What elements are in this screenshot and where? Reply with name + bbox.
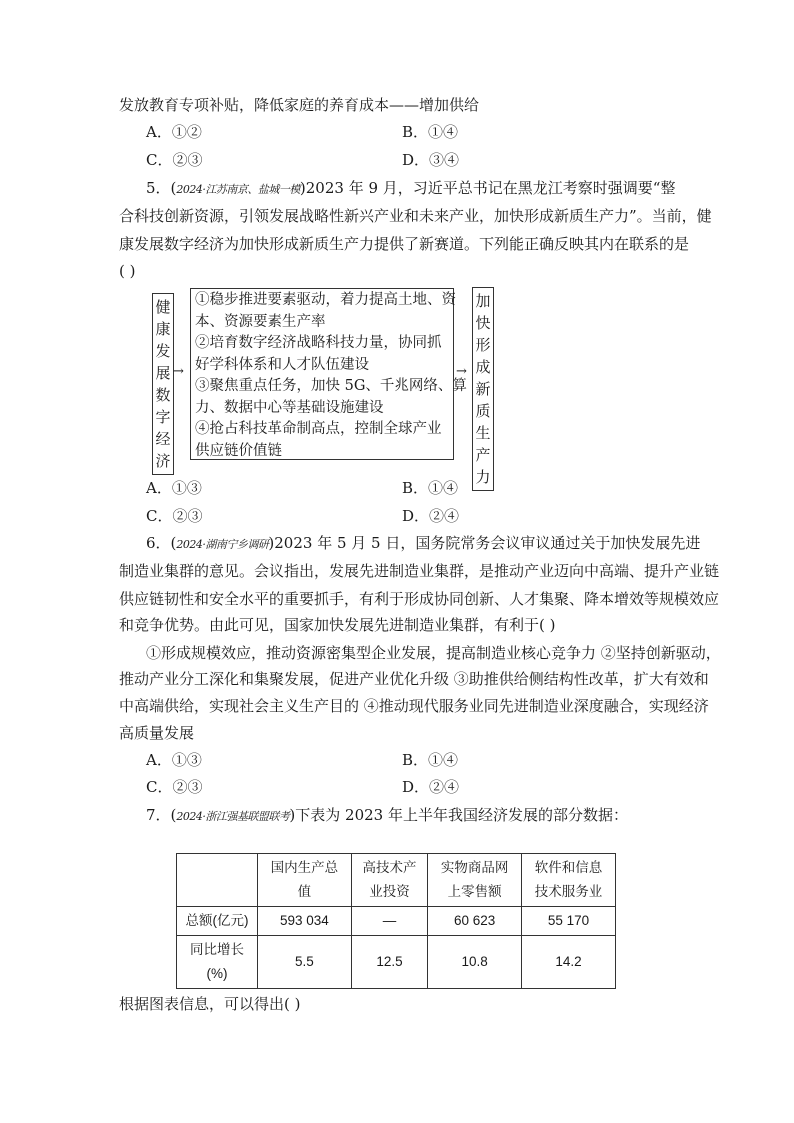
q7-after-table: 根据图表信息，可以得出( ) — [119, 995, 301, 1013]
q5-option-b: B．①④ — [402, 479, 459, 497]
q4-option-c: C．②③ — [146, 151, 203, 169]
right-box-char: 形 — [475, 336, 491, 354]
right-box-char: 力 — [475, 468, 491, 486]
middle-box-line: ①稳步推进要素驱动，着力提高土地、资 — [195, 292, 456, 308]
middle-box-line: ③聚焦重点任务，加快 5G、千兆网络、算 — [195, 378, 467, 394]
left-box-char: 康 — [155, 320, 171, 338]
left-box-char: 经 — [155, 430, 171, 448]
q5-option-d: D．②④ — [402, 507, 460, 525]
header-line: 国内生产总 — [270, 860, 339, 875]
q6-number: 6．( — [146, 534, 177, 552]
q5-stem-line1 — [146, 177, 675, 201]
table-row — [177, 907, 616, 936]
q7-stem-line1 — [146, 804, 628, 828]
table-cell: 55 170 — [522, 907, 616, 936]
right-box-char: 快 — [475, 314, 491, 332]
right-box-char: 新 — [475, 380, 491, 398]
q5-option-a: A．①③ — [146, 479, 202, 497]
header-line: 技术服务业 — [534, 884, 603, 899]
q6-statements-line1: ①形成规模效应，推动资源密集型企业发展，提高制造业核心竞争力 ②坚持创新驱动， — [146, 644, 721, 662]
q5-source: 2024·江苏南京、盐城一模 — [176, 183, 300, 196]
row-label-line: 同比增长 — [190, 942, 244, 957]
q7-source: 2024·浙江强基联盟联考 — [176, 810, 290, 823]
table-row — [177, 936, 616, 989]
left-box-char: 健 — [155, 298, 171, 316]
q7-number: 7．( — [146, 806, 177, 824]
q6-stem-line2: 制造业集群的意见。会议指出，发展先进制造业集群，是推动产业迈向中高端、提升产业链 — [119, 562, 720, 580]
q6-option-a: A．①③ — [146, 751, 202, 769]
economic-data-table — [176, 853, 616, 989]
header-line: 上零售额 — [447, 884, 502, 899]
middle-box-line: 力、数据中心等基础设施建设 — [195, 399, 384, 416]
q6-statements-line4: 高质量发展 — [119, 724, 195, 742]
table-header-row — [177, 854, 616, 907]
table-cell: 14.2 — [522, 936, 616, 989]
middle-box-line: 本、资源要素生产率 — [195, 313, 326, 330]
table-cell: 10.8 — [428, 936, 522, 989]
right-box-char: 生 — [475, 424, 491, 442]
q6-statements-line3: 中高端供给，实现社会主义生产目的 ④推动现代服务业同先进制造业深度融合，实现经济 — [119, 697, 709, 715]
diagram-middle-box — [190, 288, 467, 460]
q5-stem-line3: 康发展数字经济为加快形成新质生产力提供了新赛道。下列能正确反映其内在联系的是 — [119, 235, 690, 253]
q5-option-c: C．②③ — [146, 507, 203, 525]
q6-option-d: D．②④ — [402, 778, 460, 796]
left-box-char: 发 — [155, 342, 171, 360]
q4-option-d: D．③④ — [402, 151, 460, 169]
right-box-char: 质 — [475, 402, 491, 420]
left-box-char: 字 — [155, 408, 171, 426]
table-header-cell — [522, 854, 616, 907]
diagram-left-box — [152, 293, 174, 475]
q4-last-line: 发放教育专项补贴，降低家庭的养育成本——增加供给 — [119, 96, 480, 114]
q7-line1-text: )下表为 2023 年上半年我国经济发展的部分数据： — [289, 806, 628, 824]
header-line: 高技术产 — [362, 860, 417, 875]
table-cell: 60 623 — [428, 907, 522, 936]
table-cell: — — [351, 907, 427, 936]
right-box-char: 产 — [475, 446, 491, 464]
middle-box-line: 供应链价值链 — [195, 442, 282, 459]
row-label: 总额(亿元) — [177, 907, 258, 936]
q6-option-b: B．①④ — [402, 751, 459, 769]
q5-line1-text: )2023 年 9 月，习近平总书记在黑龙江考察时强调要“整 — [299, 179, 676, 197]
header-line: 实物商品网 — [440, 860, 509, 875]
middle-box-line: ④抢占科技革命制高点，控制全球产业 — [195, 421, 442, 437]
left-box-char: 济 — [155, 452, 171, 470]
q5-paren: ( ) — [119, 262, 136, 280]
table-cell: 5.5 — [258, 936, 352, 989]
q6-stem-line4: 和竞争优势。由此可见，国家加快发展先进制造业集群，有利于( ) — [119, 616, 556, 634]
q6-statements-line2: 推动产业分工深化和集聚发展，促进产业优化升级 ③助推供给侧结构性改革，扩大有效和 — [119, 670, 709, 688]
table-header-cell — [428, 854, 522, 907]
q6-source: 2024·湖南宁乡调研 — [176, 538, 269, 551]
left-box-char: 数 — [155, 386, 171, 404]
right-box-char: 成 — [475, 358, 491, 376]
left-box-char: 展 — [155, 364, 171, 382]
diagram-arrow-left: → — [173, 364, 184, 379]
header-line: 值 — [297, 884, 312, 899]
row-label-line: (%) — [206, 966, 228, 981]
diagram-right-box — [472, 287, 494, 491]
q6-stem-line1 — [146, 532, 700, 556]
q6-option-c: C．②③ — [146, 778, 203, 796]
table-header-corner — [177, 854, 258, 907]
middle-box-line: ②培育数字经济战略科技力量，协同抓 — [195, 335, 442, 351]
header-line: 软件和信息 — [534, 860, 603, 875]
row-label — [177, 936, 258, 989]
table-cell: 12.5 — [351, 936, 427, 989]
table-cell: 593 034 — [258, 907, 352, 936]
right-box-char: 加 — [475, 292, 491, 310]
q4-option-a: A．①② — [146, 123, 202, 141]
middle-box-line: 好学科体系和人才队伍建设 — [195, 356, 369, 373]
q5-stem-line2: 合科技创新资源，引领发展战略性新兴产业和未来产业，加快形成新质生产力”。当前，健 — [119, 207, 712, 225]
q4-option-b: B．①④ — [402, 123, 459, 141]
q6-stem-line3: 供应链韧性和安全水平的重要抓手，有利于形成协同创新、人才集聚、降本增效等规模效应 — [119, 590, 720, 608]
q5-number: 5．( — [146, 179, 177, 197]
table-header-cell — [351, 854, 427, 907]
diagram-arrow-right: → — [456, 364, 467, 379]
header-line: 业投资 — [369, 884, 410, 899]
q6-line1-text: )2023 年 5 月 5 日，国务院常务会议审议通过关于加快发展先进 — [268, 534, 701, 552]
table-header-cell — [258, 854, 352, 907]
